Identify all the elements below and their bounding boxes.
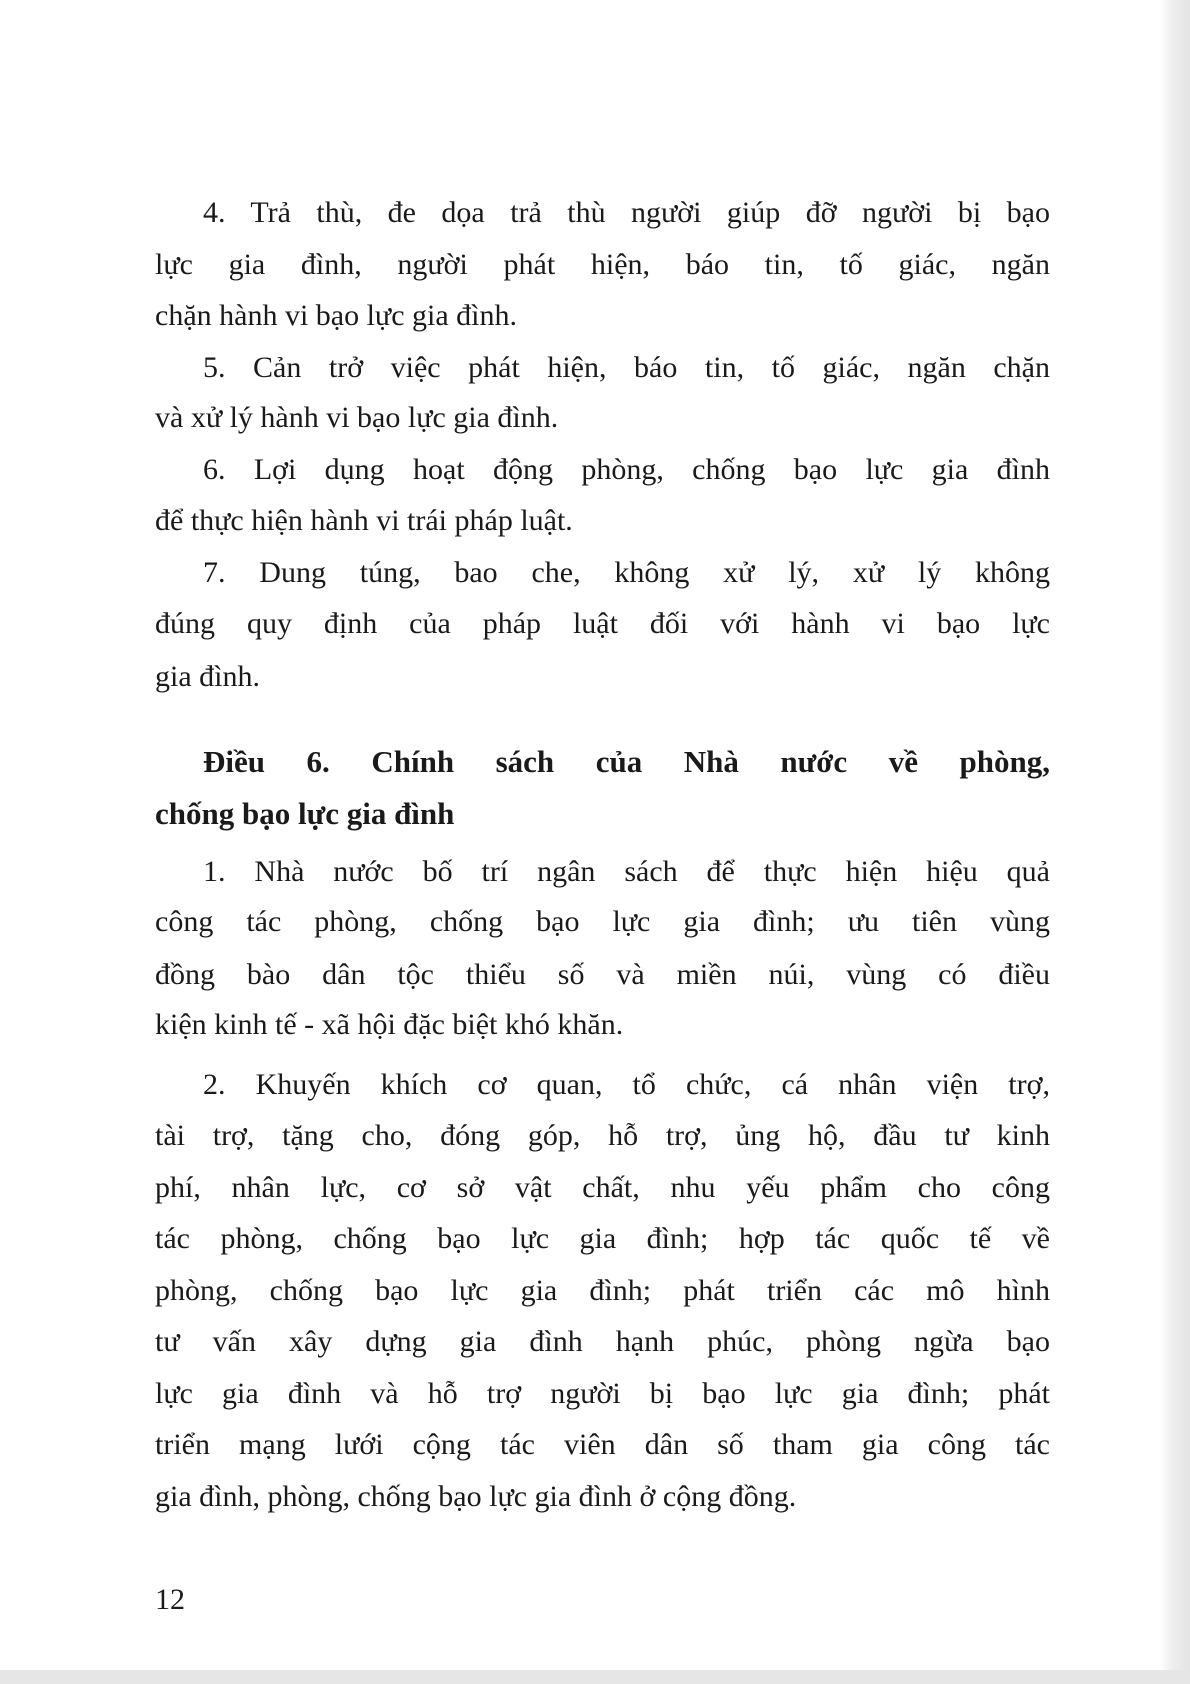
text-line: 6. Lợi dụng hoạt động phòng, chống bạo lực gia đình	[203, 453, 1050, 486]
text-line: đồng bào dân tộc thiểu số và miền núi, vùng có điều	[155, 958, 1050, 991]
text-line: tư vấn xây dựng gia đình hạnh phúc, phòng ngừa bạo	[155, 1325, 1050, 1358]
text-line: gia đình.	[155, 660, 260, 693]
text-line: phí, nhân lực, cơ sở vật chất, nhu yếu phẩm cho công	[155, 1171, 1050, 1204]
text-line: và xử lý hành vi bạo lực gia đình.	[155, 401, 559, 434]
text-line: 1. Nhà nước bố trí ngân sách để thực hiện hiệu quả	[203, 855, 1050, 888]
page-number: 12	[155, 1583, 185, 1616]
text-line: gia đình, phòng, chống bạo lực gia đình ở cộng đồng.	[155, 1480, 797, 1513]
text-line: để thực hiện hành vi trái pháp luật.	[155, 504, 573, 537]
text-line: 2. Khuyến khích cơ quan, tổ chức, cá nhân viện trợ,	[203, 1068, 1050, 1101]
text-line: công tác phòng, chống bạo lực gia đình; ưu tiên vùng	[155, 905, 1050, 938]
text-line: kiện kinh tế - xã hội đặc biệt khó khăn.	[155, 1008, 624, 1041]
text-line: 4. Trả thù, đe dọa trả thù người giúp đỡ người bị bạo	[203, 196, 1050, 229]
heading-line: chống bạo lực gia đình	[155, 796, 455, 831]
text-line: đúng quy định của pháp luật đối với hành vi bạo lực	[155, 607, 1050, 640]
text-line: chặn hành vi bạo lực gia đình.	[155, 299, 517, 332]
heading-line: Điều 6. Chính sách của Nhà nước về phòng,	[203, 744, 1050, 779]
scan-edge-bottom	[0, 1670, 1190, 1684]
text-line: tác phòng, chống bạo lực gia đình; hợp tác quốc tế về	[155, 1222, 1050, 1255]
text-line: tài trợ, tặng cho, đóng góp, hỗ trợ, ủng hộ, đầu tư kinh	[155, 1119, 1050, 1152]
text-line: triển mạng lưới cộng tác viên dân số tham gia công tác	[155, 1428, 1050, 1461]
text-line: lực gia đình, người phát hiện, báo tin, tố giác, ngăn	[155, 248, 1050, 281]
text-line: 7. Dung túng, bao che, không xử lý, xử lý không	[203, 556, 1050, 589]
text-line: phòng, chống bạo lực gia đình; phát triển các mô hình	[155, 1274, 1050, 1307]
scan-edge-right	[1160, 0, 1190, 1684]
text-line: lực gia đình và hỗ trợ người bị bạo lực gia đình; phát	[155, 1377, 1050, 1410]
text-line: 5. Cản trở việc phát hiện, báo tin, tố giác, ngăn chặn	[203, 351, 1050, 384]
